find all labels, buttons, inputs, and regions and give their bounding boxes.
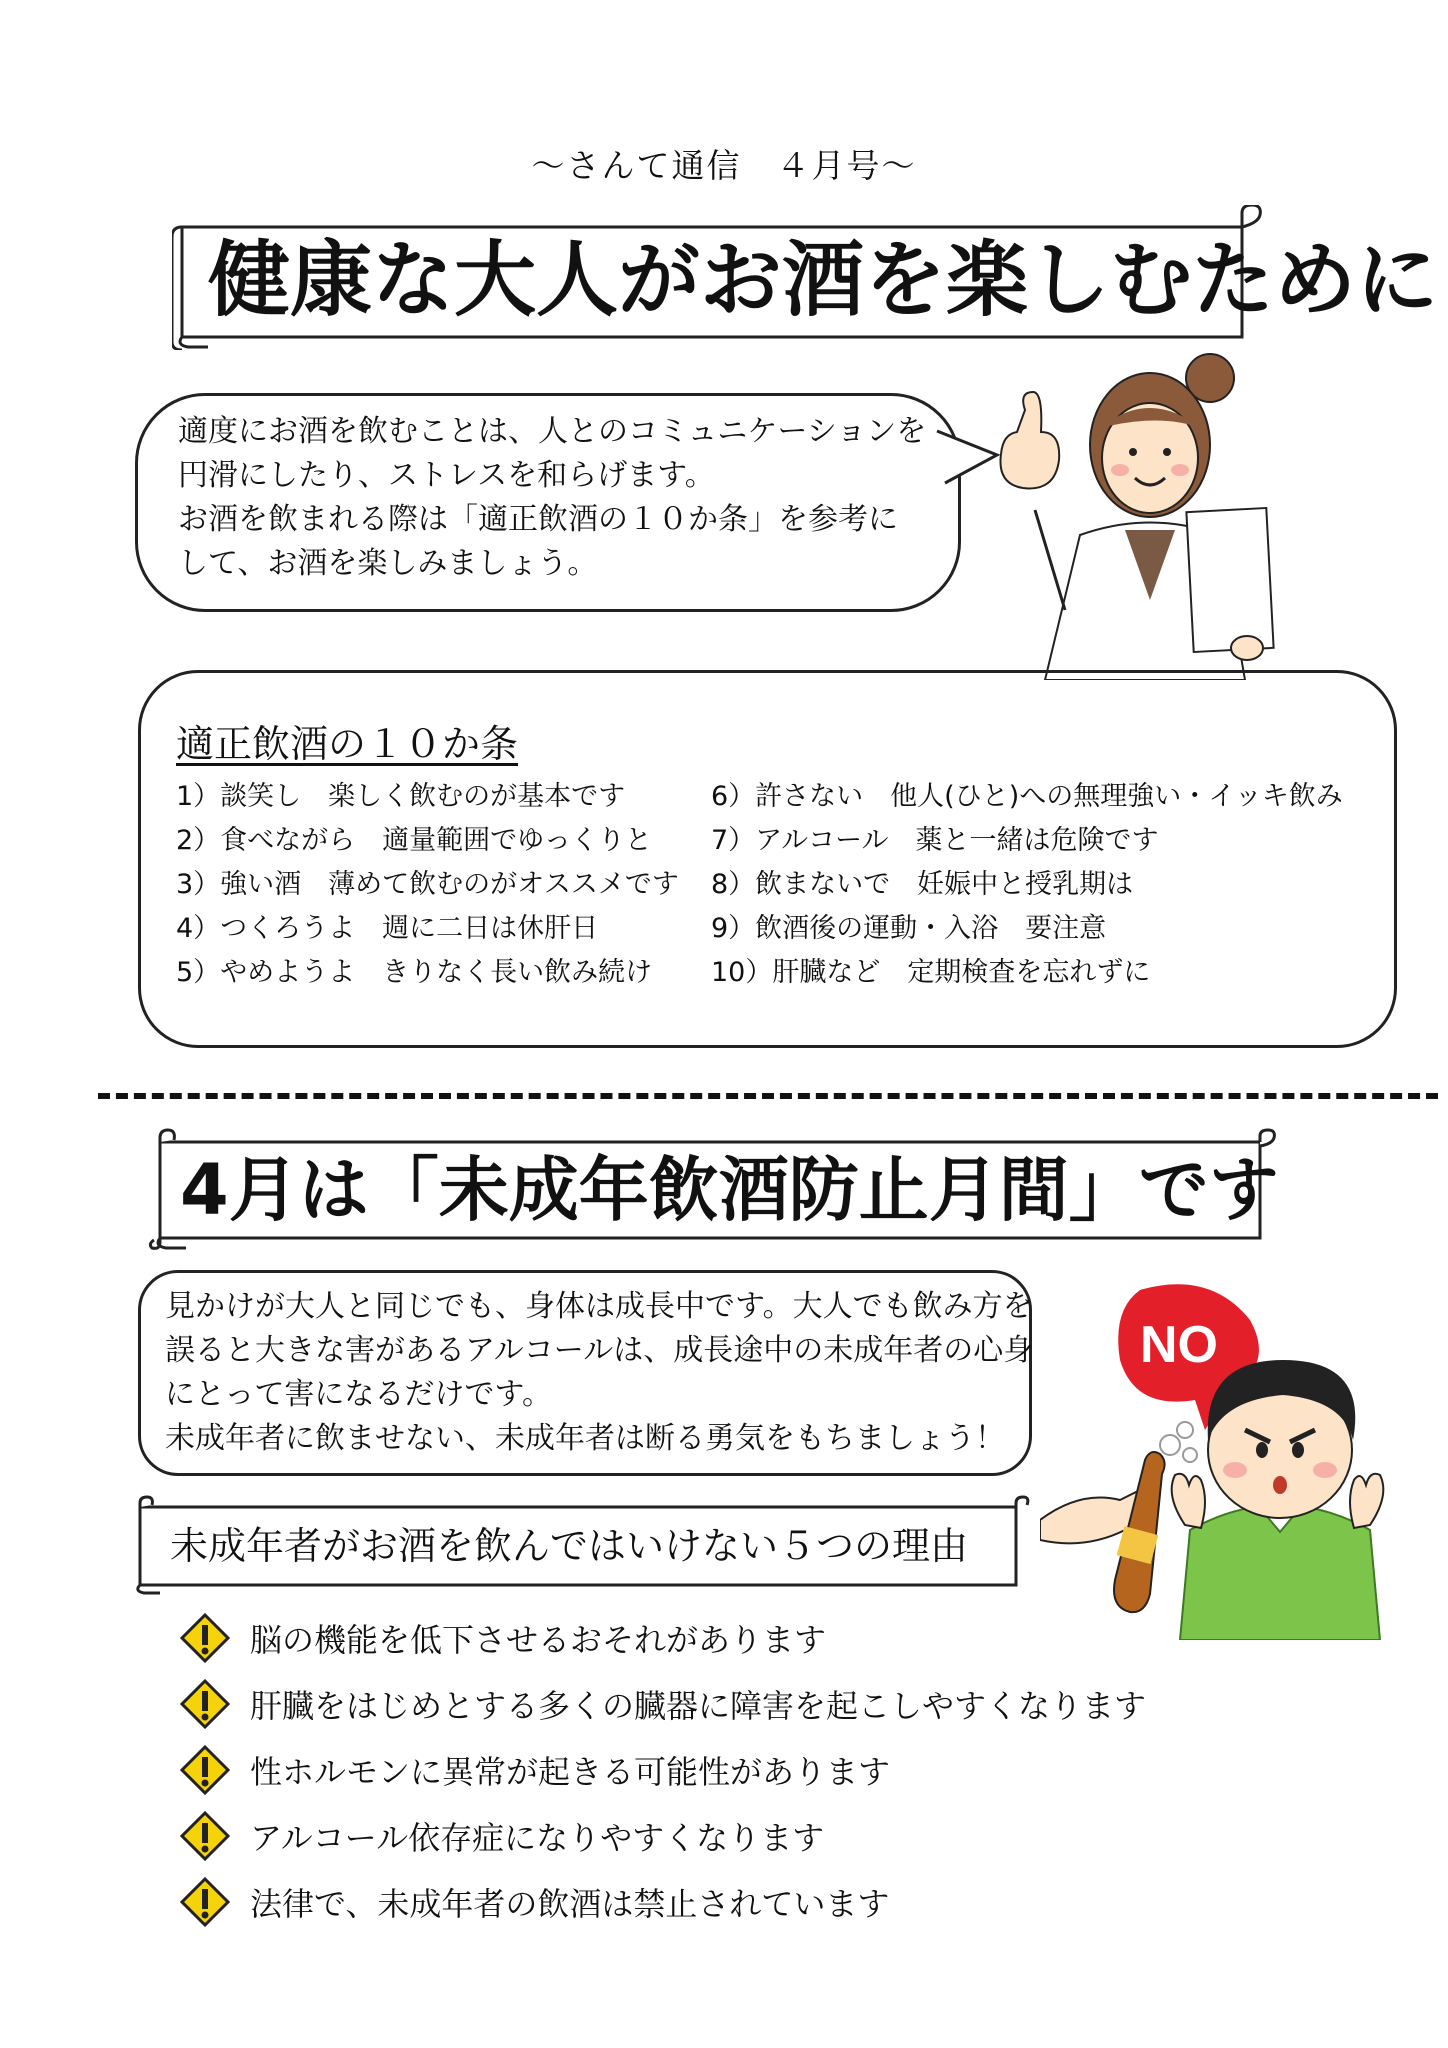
reason-text: 肝臓をはじめとする多くの臓器に障害を起こしやすくなります — [250, 1687, 1147, 1725]
section2-banner — [148, 1128, 1278, 1253]
intro-line: にとって害になるだけです。 — [165, 1377, 552, 1412]
rule-item: 10）肝臓など 定期検査を忘れずに — [711, 957, 1151, 988]
reason-item — [180, 1737, 1146, 1803]
rule-item: 5）やめようよ きりなく長い飲み続け — [176, 957, 653, 988]
intro-line: 未成年者に飲ませない、未成年者は断る勇気をもちましょう！ — [165, 1421, 1005, 1456]
section2-title: 4月は「未成年飲酒防止月間」です — [180, 1149, 1279, 1231]
intro-line: 誤ると大きな害があるアルコールは、成長途中の未成年者の心身 — [165, 1333, 1034, 1368]
warning-icon — [180, 1745, 230, 1795]
rule-item: 9）飲酒後の運動・入浴 要注意 — [711, 913, 1107, 944]
reasons-list — [180, 1605, 1146, 1935]
intro-line: して、お酒を楽しみましょう。 — [178, 546, 598, 581]
reasons-banner — [130, 1495, 1030, 1595]
rule-item: 7）アルコール 薬と一緒は危険です — [711, 825, 1159, 856]
newsletter-issue: ～さんて通信 ４月号～ — [531, 146, 917, 185]
rule-item: 2）食べながら 適量範囲でゆっくりと — [176, 825, 652, 856]
reason-text: 法律で、未成年者の飲酒は禁止されています — [250, 1885, 890, 1923]
rule-item: 1）談笑し 楽しく飲むのが基本です — [176, 781, 626, 812]
warning-icon — [180, 1877, 230, 1927]
rules-right-column — [711, 775, 1343, 995]
intro-line: お酒を飲まれる際は「適正飲酒の１０か条」を参考に — [178, 502, 898, 537]
rule-item: 4）つくろうよ 週に二日は休肝日 — [176, 913, 599, 944]
refusing-boy-illustration — [1040, 1280, 1410, 1640]
section-divider — [98, 1093, 1438, 1099]
reason-text: アルコール依存症になりやすくなります — [250, 1819, 825, 1857]
section1-banner — [172, 205, 1439, 350]
intro-speech-bubble — [135, 393, 961, 612]
intro-line: 適度にお酒を飲むことは、人とのコミュニケーションを — [178, 414, 927, 449]
reason-item — [180, 1605, 1146, 1671]
reason-item — [180, 1803, 1146, 1869]
reason-item — [180, 1869, 1146, 1935]
reason-text: 脳の機能を低下させるおそれがあります — [250, 1621, 827, 1659]
warning-icon — [180, 1613, 230, 1663]
rules-box — [138, 670, 1397, 1048]
reason-item — [180, 1671, 1146, 1737]
no-sign-text: NO — [1140, 1316, 1218, 1374]
warning-icon — [180, 1679, 230, 1729]
rule-item: 6）許さない 他人(ひと)への無理強い・イッキ飲み — [711, 781, 1343, 812]
rule-item: 8）飲まないで 妊娠中と授乳期は — [711, 869, 1134, 900]
section1-title: 健康な大人がお酒を楽しむために — [208, 233, 1439, 328]
rule-item: 3）強い酒 薄めて飲むのがオススメです — [176, 869, 679, 900]
intro-line: 見かけが大人と同じでも、身体は成長中です。大人でも飲み方を — [165, 1289, 1033, 1324]
intro-line: 円滑にしたり、ストレスを和らげます。 — [178, 458, 715, 493]
minor-intro-box — [138, 1270, 1032, 1476]
rules-heading: 適正飲酒の１０か条 — [176, 722, 519, 766]
reason-text: 性ホルモンに異常が起きる可能性があります — [250, 1753, 891, 1791]
nurse-illustration — [985, 350, 1305, 680]
warning-icon — [180, 1811, 230, 1861]
rules-left-column — [176, 775, 679, 995]
reasons-heading: 未成年者がお酒を飲んではいけない５つの理由 — [170, 1524, 969, 1568]
